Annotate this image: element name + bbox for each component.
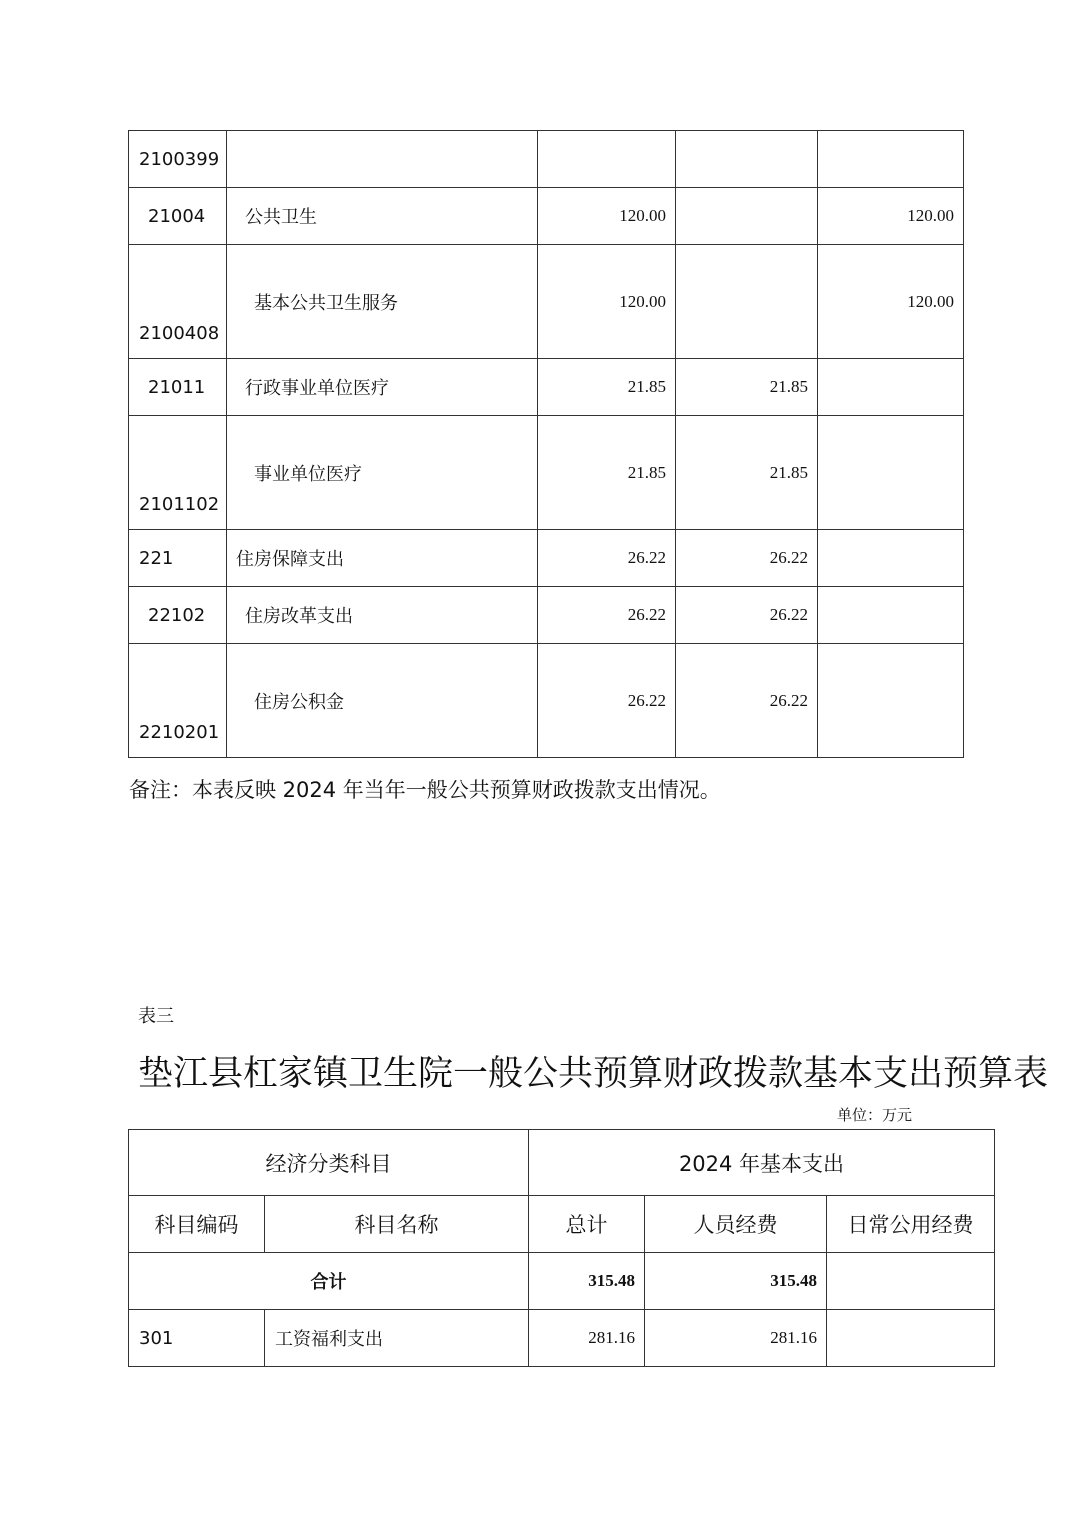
public-value [818, 644, 964, 758]
table-row [129, 416, 964, 530]
total-value: 21.85 [538, 359, 676, 416]
header-basic-expenditure: 2024 年基本支出 [529, 1130, 995, 1196]
col-public-expense: 日常公用经费 [827, 1196, 995, 1253]
personnel-value: 21.85 [676, 416, 818, 530]
subject-name: 住房公积金 [227, 644, 538, 758]
header-economic-category: 经济分类科目 [129, 1130, 529, 1196]
subject-name: 公共卫生 [227, 188, 538, 245]
personnel-value: 26.22 [676, 587, 818, 644]
public-value: 120.00 [818, 188, 964, 245]
table-header-row [129, 1130, 995, 1196]
public-value [818, 587, 964, 644]
total-value: 21.85 [538, 416, 676, 530]
page-title: 垫江县杠家镇卫生院一般公共预算财政拨款基本支出预算表 [138, 1054, 1049, 1094]
subject-code: 2210201 [139, 722, 220, 743]
personnel-value: 26.22 [676, 644, 818, 758]
unit-label: 单位：万元 [837, 1106, 913, 1124]
total-value [538, 131, 676, 188]
col-subject-name: 科目名称 [265, 1196, 529, 1253]
subject-name [227, 131, 538, 188]
total-value: 281.16 [529, 1310, 645, 1367]
subject-code: 21004 [129, 188, 227, 245]
total-value: 26.22 [538, 644, 676, 758]
subject-code: 2100408 [139, 323, 220, 344]
public-value [818, 416, 964, 530]
subject-name: 住房保障支出 [227, 530, 538, 587]
subject-code: 301 [129, 1310, 265, 1367]
subject-code: 22102 [129, 587, 227, 644]
table-row [129, 587, 964, 644]
subject-name: 工资福利支出 [265, 1310, 529, 1367]
subject-code: 221 [129, 530, 227, 587]
subject-name: 事业单位医疗 [227, 416, 538, 530]
table-sum-row [129, 1253, 995, 1310]
subject-name: 住房改革支出 [227, 587, 538, 644]
basic-expenditure-table [128, 1129, 995, 1367]
expenditure-table-continued [128, 130, 964, 758]
table-row [129, 1310, 995, 1367]
total-value: 120.00 [538, 245, 676, 359]
table-row [129, 188, 964, 245]
public-value [818, 530, 964, 587]
public-value: 120.00 [818, 245, 964, 359]
subject-code: 2101102 [139, 494, 220, 515]
col-subject-code: 科目编码 [129, 1196, 265, 1253]
public-value [827, 1310, 995, 1367]
total-value: 26.22 [538, 530, 676, 587]
subject-code-cell [129, 416, 227, 530]
col-total: 总计 [529, 1196, 645, 1253]
table-label: 表三 [138, 1006, 174, 1027]
sum-label: 合计 [129, 1253, 529, 1310]
table-subheader-row [129, 1196, 995, 1253]
subject-code-cell [129, 644, 227, 758]
total-value: 120.00 [538, 188, 676, 245]
subject-code: 21011 [129, 359, 227, 416]
sum-personnel: 315.48 [645, 1253, 827, 1310]
personnel-value [676, 245, 818, 359]
public-value [818, 359, 964, 416]
table-row [129, 530, 964, 587]
personnel-value: 281.16 [645, 1310, 827, 1367]
total-value: 26.22 [538, 587, 676, 644]
table-row [129, 644, 964, 758]
subject-name: 基本公共卫生服务 [227, 245, 538, 359]
table-note: 备注：本表反映 2024 年当年一般公共预算财政拨款支出情况。 [129, 778, 721, 802]
personnel-value [676, 131, 818, 188]
table-row [129, 131, 964, 188]
table-row [129, 359, 964, 416]
sum-total: 315.48 [529, 1253, 645, 1310]
personnel-value: 21.85 [676, 359, 818, 416]
subject-name: 行政事业单位医疗 [227, 359, 538, 416]
table-row [129, 245, 964, 359]
subject-code-cell [129, 245, 227, 359]
public-value [818, 131, 964, 188]
sum-public [827, 1253, 995, 1310]
subject-code: 2100399 [129, 131, 227, 188]
personnel-value: 26.22 [676, 530, 818, 587]
col-personnel: 人员经费 [645, 1196, 827, 1253]
personnel-value [676, 188, 818, 245]
